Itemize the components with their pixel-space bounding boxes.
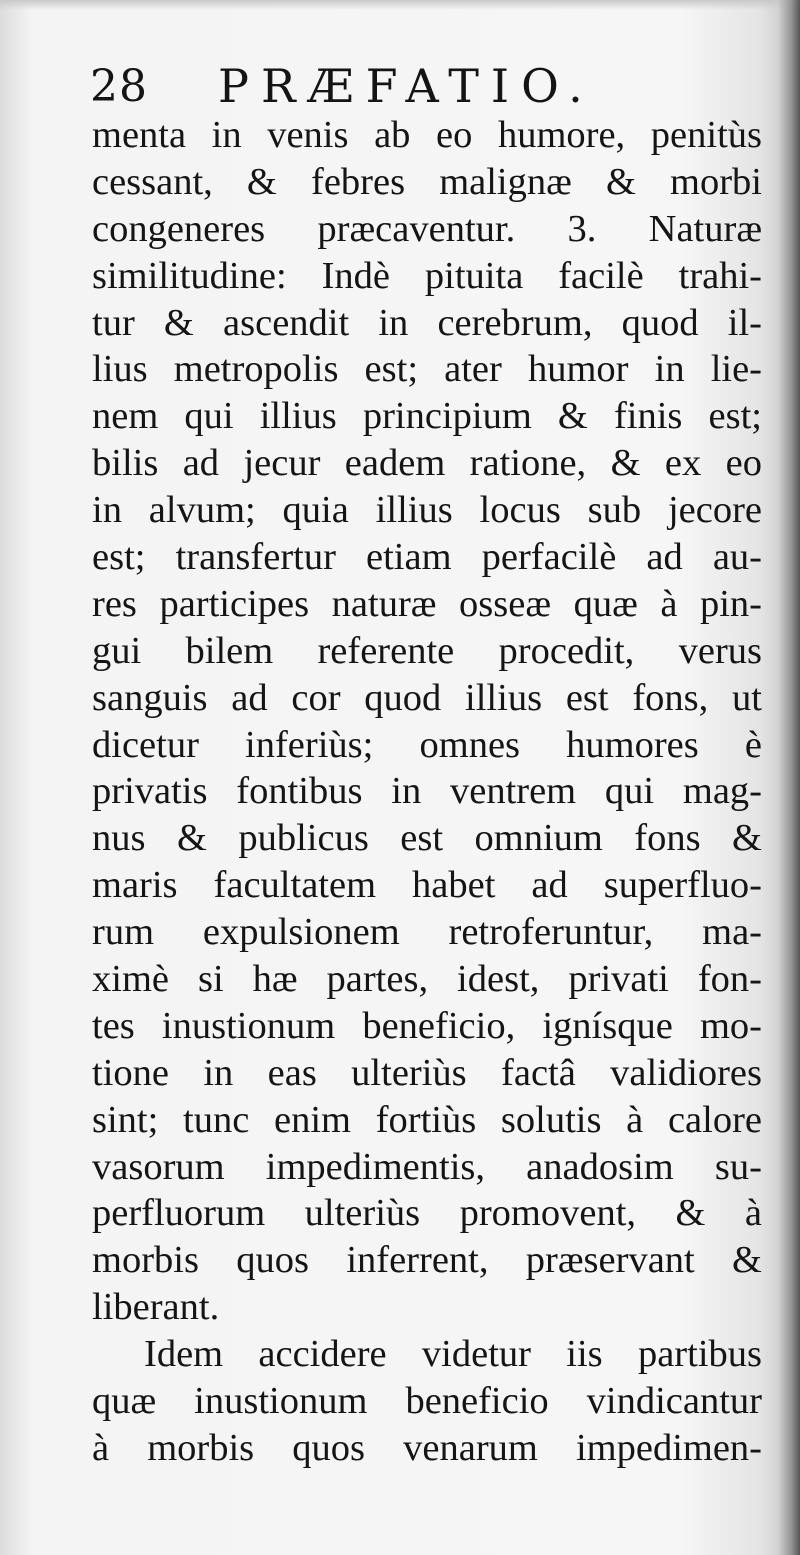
text-line: est; transfertur etiam perfacilè ad au-: [92, 536, 762, 579]
page-header: [90, 55, 750, 115]
text-line: res participes naturæ osseæ quæ à pin-: [92, 582, 762, 625]
text-line: bilis ad jecur eadem ratione, & ex eo: [92, 442, 762, 485]
text-line: nem qui illius principium & finis est;: [92, 395, 762, 438]
text-line: tes inustionum beneficio, ignísque mo-: [92, 1004, 762, 1047]
text-line: sanguis ad cor quod illius est fons, ut: [92, 676, 762, 719]
text-line: lius metropolis est; ater humor in lie-: [92, 348, 762, 391]
text-line: liberant.: [92, 1286, 220, 1329]
text-line: congeneres præcaventur. 3. Naturæ: [92, 207, 762, 250]
text-line: nus & publicus est omnium fons &: [92, 817, 762, 860]
text-line: cessant, & febres malignæ & morbi: [92, 160, 762, 203]
text-line: similitudine: Indè pituita facilè trahi-: [92, 254, 762, 297]
running-title: PRÆFATIO.: [218, 59, 595, 113]
text-line: dicetur inferiùs; omnes humores è: [92, 723, 762, 766]
gutter-shadow: [778, 0, 800, 1555]
text-line: menta in venis ab eo humore, penitùs: [92, 114, 762, 156]
text-line: gui bilem referente procedit, verus: [92, 629, 762, 672]
text-line: tione in eas ulteriùs factâ validiores: [92, 1051, 762, 1094]
text-line: privatis fontibus in ventrem qui mag-: [92, 770, 762, 813]
page-top-edge: [0, 0, 800, 10]
text-line: morbis quos inferrent, præservant &: [92, 1239, 762, 1282]
text-line: perfluorum ulteriùs promovent, & à: [92, 1192, 762, 1235]
text-line: sint; tunc enim fortiùs solutis à calore: [92, 1098, 762, 1141]
text-line: in alvum; quia illius locus sub jecore: [92, 489, 762, 532]
text-line: Idem accidere videtur iis partibus: [144, 1333, 762, 1376]
body-text: [92, 112, 762, 1472]
page-number: 28: [90, 61, 148, 112]
text-line: tur & ascendit in cerebrum, quod il-: [92, 301, 762, 344]
text-line: maris facultatem habet ad superfluo-: [92, 864, 762, 907]
text-line: à morbis quos venarum impedimen-: [92, 1426, 762, 1469]
text-line: rum expulsionem retroferuntur, ma-: [92, 911, 762, 954]
text-line: vasorum impedimentis, anadosim su-: [92, 1145, 762, 1188]
text-line: quæ inustionum beneficio vindicantur: [92, 1380, 762, 1423]
text-line: ximè si hæ partes, idest, privati fon-: [92, 958, 762, 1001]
